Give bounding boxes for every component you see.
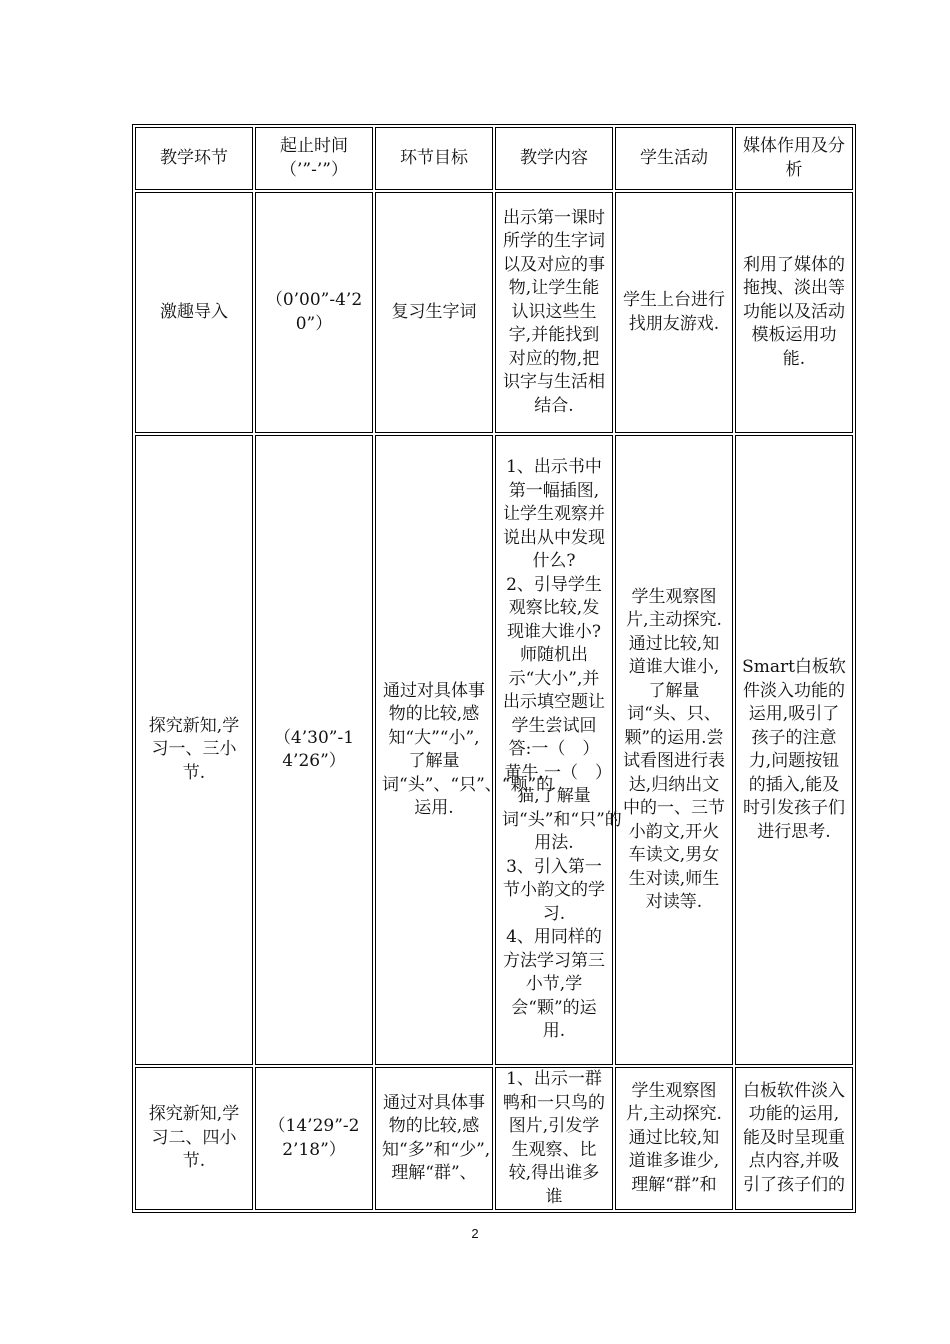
table-row [135,1067,853,1210]
cell-time: （14’29”-22’18”） [255,1067,373,1210]
cell-stage: 探究新知,学习二、四小节. [135,1067,253,1210]
header-stage: 教学环节 [135,127,253,190]
header-content: 教学内容 [495,127,613,190]
cell-media: 白板软件淡入功能的运用,能及时呈现重点内容,并吸引了孩子们的 [735,1067,853,1210]
cell-goal: 通过对具体事物的比较,感知“大”“小”,了解量词“头”、“只”、“颗”的运用. [375,435,493,1065]
cell-time: （4’30”-14’26”） [255,435,373,1065]
cell-content: 出示第一课时所学的生字词以及对应的事物,让学生能认识这些生字,并能找到对应的物,把识字与生活相结合. [495,192,613,433]
table-row [135,435,853,1065]
cell-time: （0’00”-4’20”） [255,192,373,433]
header-activity: 学生活动 [615,127,733,190]
cell-stage: 探究新知,学习一、三小节. [135,435,253,1065]
header-row [135,127,853,190]
cell-activity: 学生观察图片,主动探究.通过比较,知道谁大谁小,了解量词“头、只、颗”的运用.尝试看图进行表达,归纳出文中的一、三节小韵文,开火车读文,男女生对读,师生对读等. [615,435,733,1065]
page-number: 2 [471,1226,479,1241]
cell-content: 1、出示一群鸭和一只鸟的图片,引发学生观察、比较,得出谁多谁 [495,1067,613,1210]
cell-media: 利用了媒体的拖拽、淡出等功能以及活动模板运用功能. [735,192,853,433]
lesson-plan-table [132,124,856,1213]
header-goal: 环节目标 [375,127,493,190]
header-time: 起止时间（’”-’”） [255,127,373,190]
header-media: 媒体作用及分析 [735,127,853,190]
cell-activity: 学生上台进行找朋友游戏. [615,192,733,433]
cell-goal: 通过对具体事物的比较,感知“多”和“少”,理解“群”、 [375,1067,493,1210]
cell-activity: 学生观察图片,主动探究.通过比较,知道谁多谁少,理解“群”和 [615,1067,733,1210]
cell-content: 1、出示书中第一幅插图,让学生观察并说出从中发现什么? 2、引导学生观察比较,发现谁大谁小?师随机出示“大小”,并出示填空题让学生尝试回答:一（ ）黄牛,一（ ）猫,了解量词“头”和“只”的用法. 3、引入第一节小韵文的学习. 4、用同样的方法学习第三小节,学会“颗”的运用. [495,435,613,1065]
cell-media: Smart白板软件淡入功能的运用,吸引了孩子的注意力,问题按钮的插入,能及时引发孩子们进行思考. [735,435,853,1065]
cell-stage: 激趣导入 [135,192,253,433]
table-row [135,192,853,433]
cell-goal: 复习生字词 [375,192,493,433]
